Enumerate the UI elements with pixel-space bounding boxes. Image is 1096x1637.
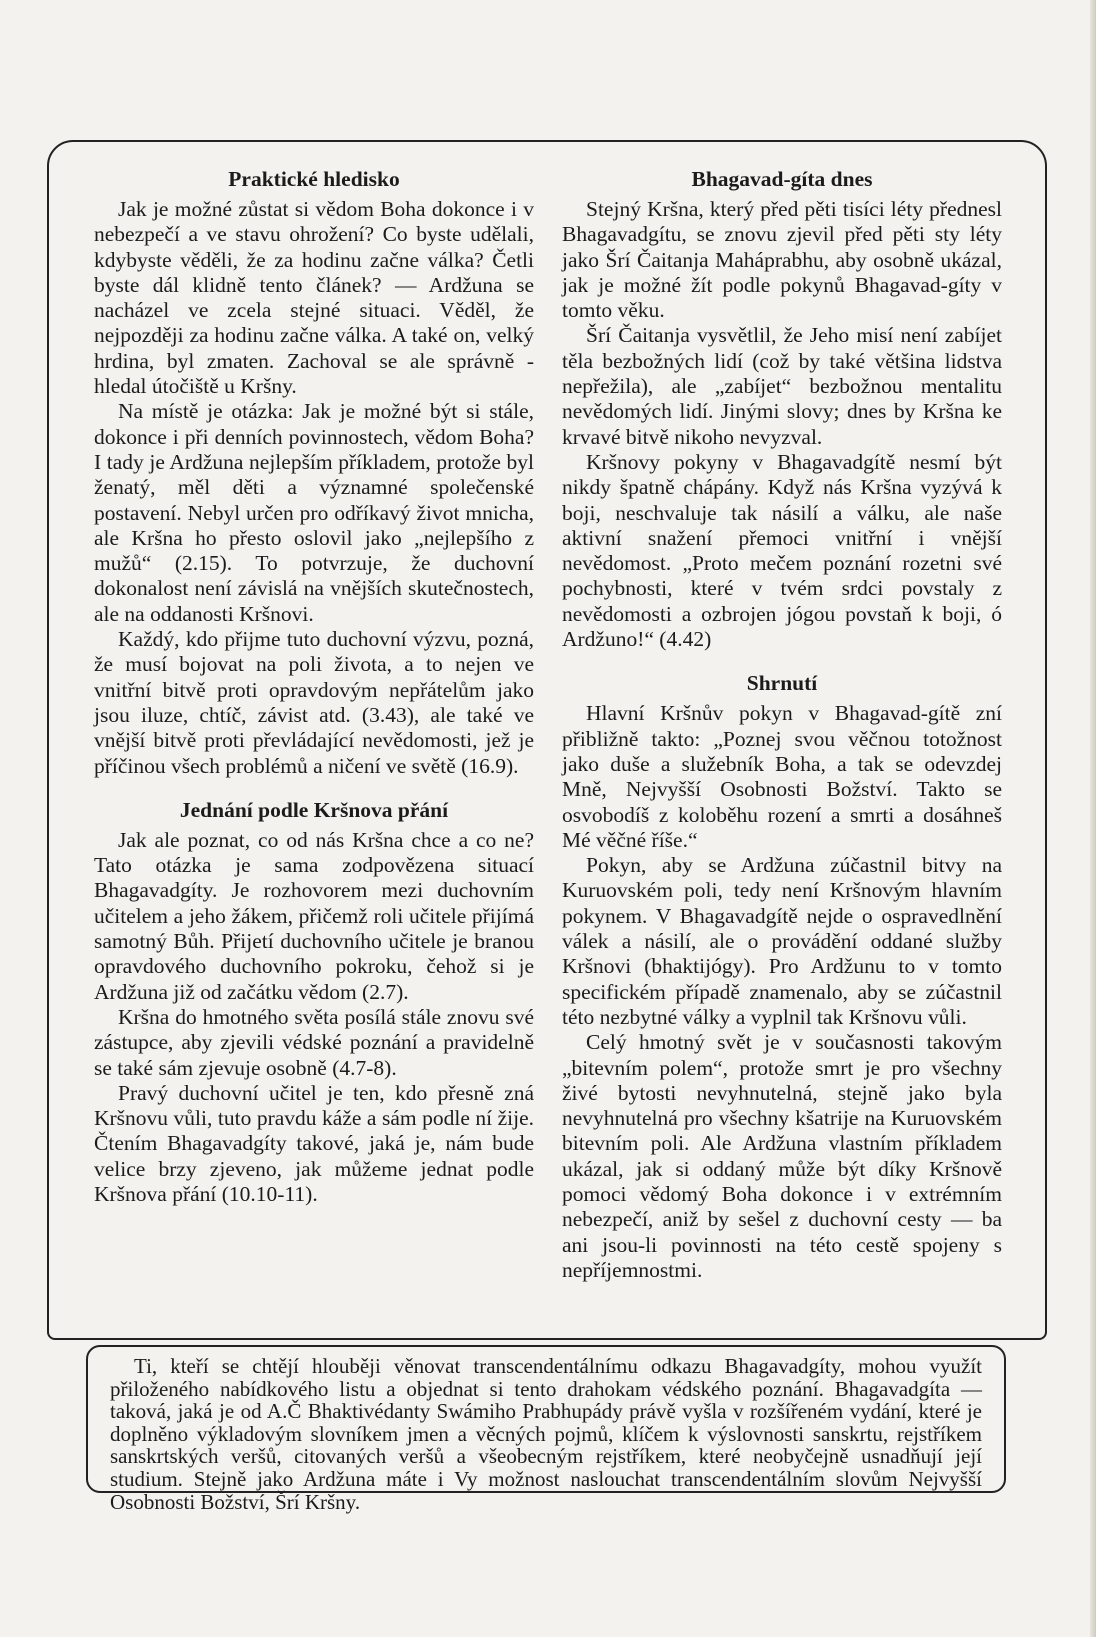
paragraph: Pokyn, aby se Ardžuna zúčastnil bitvy na Kuruovském poli, tedy není Kršnovým hlavním pokynem. V Bhagavadgítě nejde o ospravedlnění válek a násilí, ale o provádění oddané služby Kršnovi (bhaktijógy). Pro Ardžunu to v tomto specifickém případě znamenalo, aby se zúčastnil této nezbytné války a vyplnil tak Kršnovu vůli. <box>562 853 1002 1029</box>
footer-notice-box <box>86 1345 1006 1514</box>
page-edge <box>1090 0 1096 1637</box>
paragraph: Hlavní Kršnův pokyn v Bhagavad-gítě zní přibližně takto: „Poznej svou věčnou totožnost jako duše a služebník Boha, a tak se odevzdej Mně, Nejvyšší Osobnosti Božství. Takto se osvobodíš z koloběhu rození a smrti a dosáhneš Mé věčné říše.“ <box>562 701 1002 852</box>
paragraph: Kršna do hmotného světa posílá stále znovu své zástupce, aby zjevili védské poznání a pravidelně se také sám zjevuje osobně (4.7-8). <box>94 1004 534 1080</box>
paragraph: Každý, kdo přijme tuto duchovní výzvu, pozná, že musí bojovat na poli života, a to nejen ve vnitřní bitvě proti opravdovým nepřátelům jako jsou iluze, chtíč, závist atd. (3.43), ale také ve vnější bitvě proti převládající nevědomosti, jež je příčinou všech problémů a ničení ve světě (16.9). <box>94 627 534 778</box>
section-heading-summary: Shrnutí <box>746 671 818 696</box>
right-column <box>562 166 1002 1283</box>
section-heading-practical: Praktické hledisko <box>228 167 400 191</box>
paragraph: Stejný Kršna, který před pěti tisíci léty přednesl Bhagavadgítu, se znovu zjevil před pěti sty léty jako Šrí Čaitanja Maháprabhu, aby osobně ukázal, jak je možné žít podle pokynů Bhagavad-gíty v tomto věku. <box>562 197 1002 323</box>
paragraph: Pravý duchovní učitel je ten, kdo přesně zná Kršnovu vůli, tuto pravdu káže a sám podle ní žije. Čtením Bhagavadgíty takové, jaká je, nám bude velice brzy zjeveno, jak můžeme jednat podle Kršnova přání (10.10-11). <box>94 1080 534 1206</box>
paragraph: Kršnovy pokyny v Bhagavadgítě nesmí být nikdy špatně chápány. Když nás Kršna vyzývá k boji, neschvaluje tak násilí a válku, ale naše aktivní snažení přemoci vnitřní i vnější nevědomost. „Proto mečem poznání rozetni své pochybnosti, které v tvém srdci povstaly z nevědomosti a ozbrojen jógou povstaň k boji, ó Ardžuno!“ (4.42) <box>562 449 1002 652</box>
paragraph: Na místě je otázka: Jak je možné být si stále, dokonce i při denních povinnostech, vědom Boha? I tady je Ardžuna nejlepším příkladem, protože byl ženatý, měl děti a významné společenské postavení. Nebyl určen pro odříkavý život mnicha, ale Kršna ho přesto oslovil jako „nejlepšího z mužů“ (2.15). To potvrzuje, že duchovní dokonalost není závislá na vnějších skutečnostech, ale na oddanosti Kršnovi. <box>94 399 534 626</box>
paragraph: Šrí Čaitanja vysvětlil, že Jeho misí není zabíjet těla bezbožných lidí (což by také většina lidstva nepřežila), ale „zabíjet“ bezbožnou mentalitu nevědomých lidí. Jinými slovy; dnes by Kršna ke krvavé bitvě nikoho nevyzval. <box>562 323 1002 449</box>
section-heading-acting: Jednání podle Kršnova přání <box>179 797 449 822</box>
paragraph: Jak ale poznat, co od nás Kršna chce a co ne? Tato otázka je sama zodpovězena situací Bhagavadgíty. Je rozhovorem mezi duchovním učitelem a jeho žákem, přičemž roli učitele přijímá samotný Bůh. Přijetí duchovního učitele je branou opravdového duchovního pokroku, čehož si je Ardžuna již od začátku vědom (2.7). <box>94 827 534 1004</box>
section-heading-gita-today: Bhagavad-gíta dnes <box>691 167 873 191</box>
paragraph: Celý hmotný svět je v současnosti takovým „bitevním polem“, protože smrt je pro všechny živé bytosti nevyhnutelná, stejně jako byla nevyhnutelná pro všechny kšatrije na Kuruovském bitevním poli. Ale Ardžuna vlastním příkladem ukázal, jak si oddaný může být díky Kršnově pomoci vědomý Boha dokonce i v extrémním nebezpečí, aniž by sešel z duchovní cesty — ba ani jsou-li povinnosti na této cestě spojeny s nepříjemnostmi. <box>562 1030 1002 1282</box>
paragraph: Jak je možné zůstat si vědom Boha dokonce i v nebezpečí a ve stavu ohrožení? Co byste udělali, kdybyste věděli, že za hodinu začne válka? Četli byste dál klidně tento článek? — Ardžuna se nacházel ve zcela stejné situaci. Věděl, že nejpozději za hodinu začne válka. A také on, velký hrdina, byl zmaten. Zachoval se ale správně - hledal útočiště u Kršny. <box>94 197 534 399</box>
footer-notice-text: Ti, kteří se chtějí hlouběji věnovat transcendentálnímu odkazu Bhagavadgíty, mohou využít přiloženého nabídkového listu a objednat si tento drahokam védského poznání. Bhagavadgíta — taková, jaká je od A.Č Bhaktivédanty Swámiho Prabhupády právě vyšla v rozšířeném vydání, které je doplněno výkladovým slovníkem jmen a věcných pojmů, klíčem k výslovnosti sanskrtu, rejstříkem sanskrtských veršů, citovaných veršů a všeobecným rejstříkem, které neobyčejně usnadňují její studium. Stejně jako Ardžuna máte i Vy možnost naslouchat transcendentálním slovům Nejvyšší Osobnosti Božství, Šrí Kršny. <box>110 1354 982 1514</box>
left-column <box>94 166 534 1207</box>
article-box <box>47 140 1047 1340</box>
